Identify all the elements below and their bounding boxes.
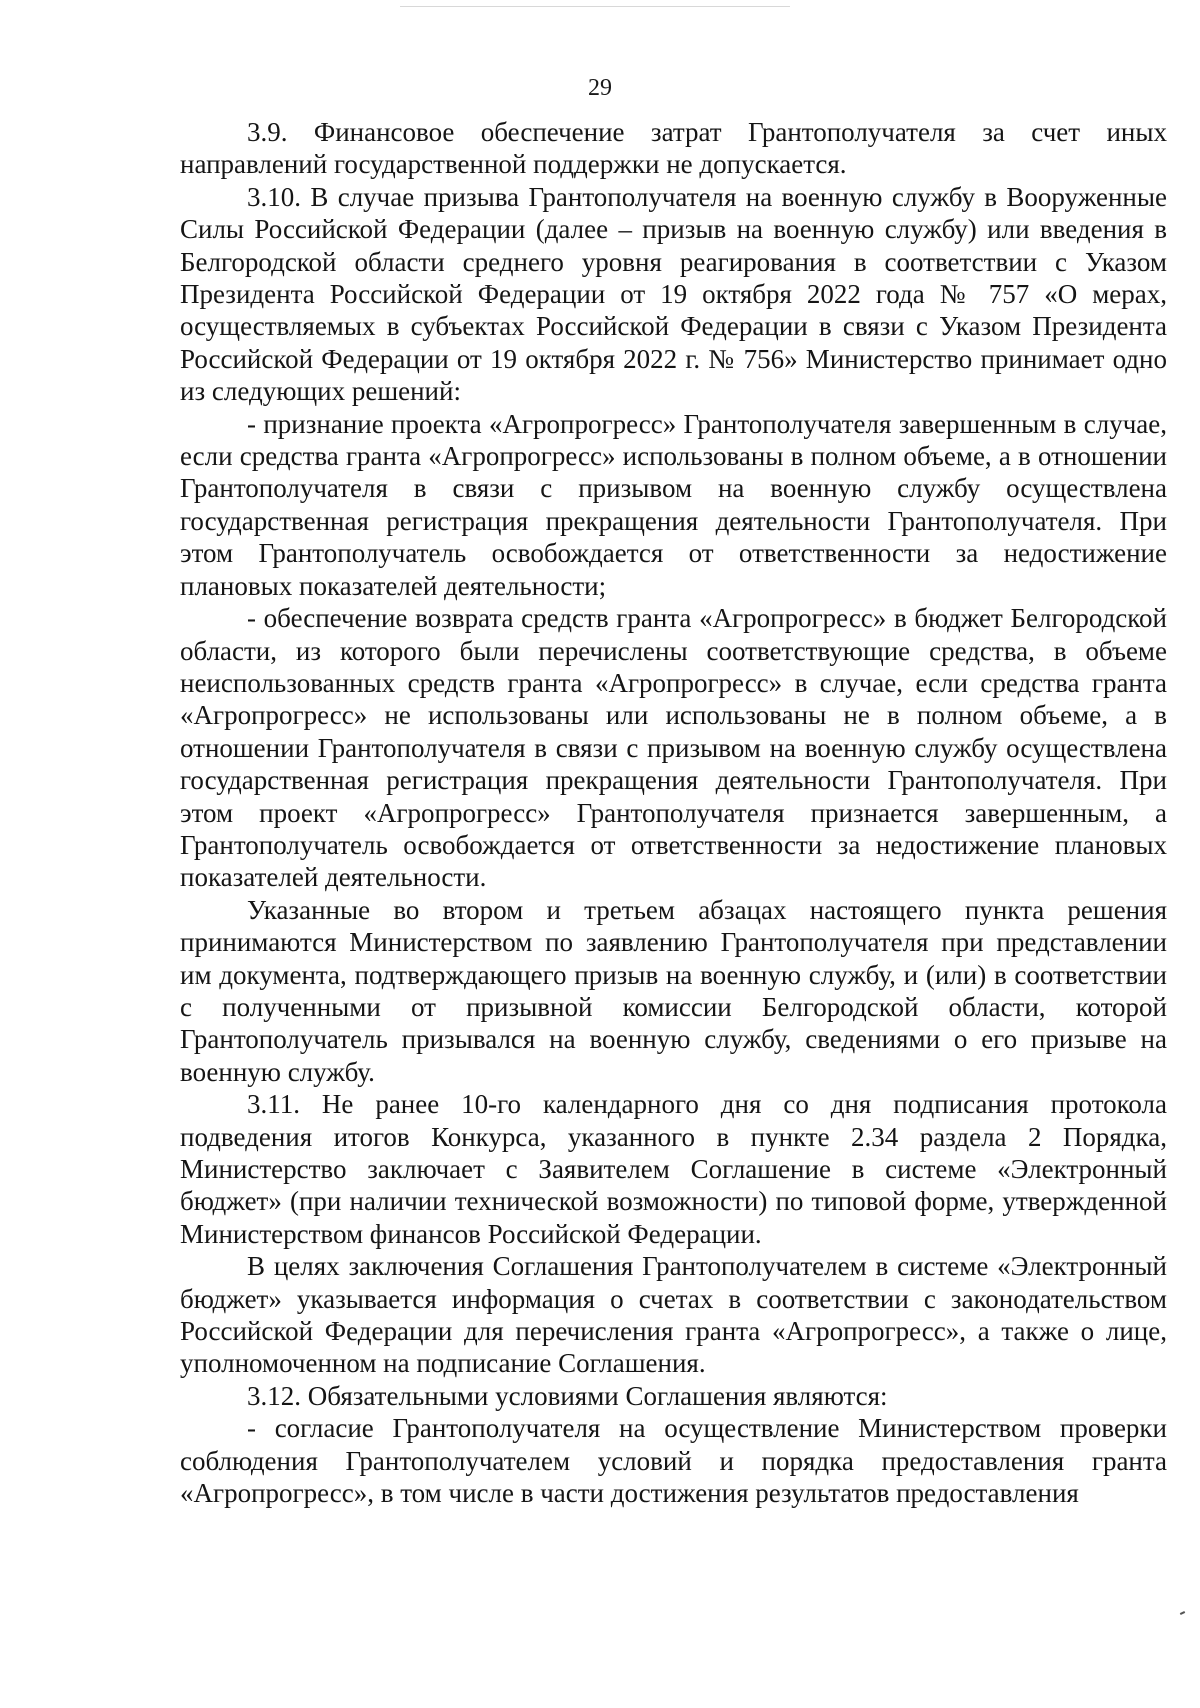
page-number-text: 29: [588, 75, 612, 101]
paragraph-agreement-accounts: В целях заключения Соглашения Грантополучателем в системе «Электронный бюджет» указывается информация о счетах в соответствии с законодательством Российской Федерации для перечисления гранта «Агропрогресс», а также о лице, уполномоченном на подписание Соглашения.: [180, 1251, 1167, 1379]
paragraph-3-11: 3.11. Не ранее 10-го календарного дня со дня подписания протокола подведения итогов Конкурса, указанного в пункте 2.34 раздела 2 Порядка, Министерство заключает с Заявителем Соглашение в системе «Электронный бюджет» (при наличии технической возможности) по типовой форме, утвержденной Министерством финансов Российской Федерации.: [180, 1089, 1167, 1249]
paragraph-3-10: 3.10. В случае призыва Грантополучателя на военную службу в Вооруженные Силы Российской Федерации (далее – призыв на военную службу) или введения в Белгородской области среднего уровня реагирования в соответствии с Указом Президента Российской Федерации от 19 октября 2022 года № 757 «О мерах, осуществляемых в субъектах Российской Федерации в связи с Указом Президента Российской Федерации от 19 октября 2022 г. № 756» Министерство принимает одно из следующих решений:: [180, 181, 1167, 407]
paragraph-3-12: 3.12. Обязательными условиями Соглашения являются:: [247, 1380, 888, 1411]
paragraph-decisions-basis: Указанные во втором и третьем абзацах настоящего пункта решения принимаются Министерством по заявлению Грантополучателя при представлении им документа, подтверждающего призыв на военную службу, и (или) в соответствии с полученными от призывной комиссии Белгородской области, которой Грантополучатель призывался на военную службу, сведениями о его призыве на военную службу.: [180, 894, 1167, 1087]
document-body: [180, 116, 1167, 1509]
scan-margin-mark: [1180, 1611, 1185, 1615]
paragraph-3-9: 3.9. Финансовое обеспечение затрат Грантополучателя за счет иных направлений государственной поддержки не допускается.: [180, 117, 1167, 180]
paragraph-decision-refund: - обеспечение возврата средств гранта «Агропрогресс» в бюджет Белгородской области, из которого были перечислены соответствующие средства, в объеме неиспользованных средств гранта «Агропрогресс» в случае, если средства гранта «Агропрогресс» не использованы или использованы не в полном объеме, а в отношении Грантополучателя в связи с призывом на военную службу осуществлена государственная регистрация прекращения деятельности Грантополучателя. При этом проект «Агропрогресс» Грантополучателя признается завершенным, а Грантополучатель освобождается от ответственности за недостижение плановых показателей деятельности.: [180, 603, 1167, 893]
page-number: [0, 73, 1200, 103]
scan-top-edge-line: [400, 6, 790, 7]
paragraph-consent-verification: - согласие Грантополучателя на осуществление Министерством проверки соблюдения Грантополучателем условий и порядка предоставления гранта «Агропрогресс», в том числе в части достижения результатов предоставления: [180, 1413, 1167, 1509]
paragraph-decision-completed: - признание проекта «Агропрогресс» Грантополучателя завершенным в случае, если средства гранта «Агропрогресс» использованы в полном объеме, а в отношении Грантополучателя в связи с призывом на военную службу осуществлена государственная регистрация прекращения деятельности Грантополучателя. При этом Грантополучатель освобождается от ответственности за недостижение плановых показателей деятельности;: [180, 408, 1167, 601]
